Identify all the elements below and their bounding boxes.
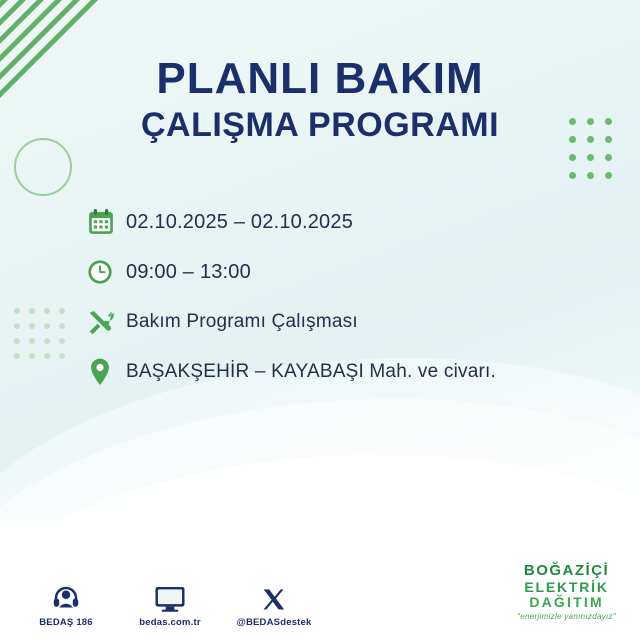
- monitor-icon: [132, 579, 208, 613]
- footer: [0, 540, 640, 640]
- headset-icon: [28, 579, 104, 613]
- location-pin-icon: [86, 357, 126, 387]
- detail-row-time: [86, 248, 600, 296]
- detail-row-date: [86, 198, 600, 246]
- title-line-2: ÇALIŞMA PROGRAMI: [140, 106, 500, 145]
- footer-label-website: bedas.com.tr: [139, 617, 201, 628]
- page-title: [0, 56, 640, 144]
- x-social-icon: [236, 579, 312, 613]
- detail-date-text: 02.10.2025 – 02.10.2025: [126, 210, 354, 233]
- footer-item-social[interactable]: [236, 579, 312, 628]
- brand-line-3: DAĞITIM: [529, 594, 604, 611]
- clock-icon: [86, 258, 126, 286]
- footer-item-call-center[interactable]: [28, 579, 104, 628]
- title-line-1: PLANLI BAKIM: [156, 54, 484, 103]
- brand-line-1: BOĞAZİÇİ: [523, 561, 610, 579]
- detail-time-text: 09:00 – 13:00: [126, 260, 251, 283]
- maintenance-details-list: [86, 198, 600, 398]
- footer-label-call-center: BEDAŞ 186: [39, 617, 93, 628]
- calendar-icon: [86, 207, 126, 237]
- circle-outline-decoration: [14, 138, 72, 196]
- detail-row-location: [86, 348, 600, 396]
- detail-location-text: BAŞAKŞEHİR – KAYABAŞI Mah. ve civarı.: [126, 361, 496, 382]
- dot-grid-left-decoration: [14, 308, 65, 359]
- tools-icon: [86, 307, 126, 337]
- detail-row-worktype: [86, 298, 600, 346]
- brand-line-2: ELEKTRİK: [524, 578, 609, 595]
- brand-slogan: "enerjimizle yanınızdayız": [517, 612, 616, 622]
- footer-item-website[interactable]: [132, 579, 208, 628]
- footer-label-social: @BEDASdestek: [236, 617, 312, 628]
- brand-logo: [517, 563, 616, 622]
- footer-contact-items: [28, 579, 312, 628]
- detail-worktype-text: Bakım Programı Çalışması: [126, 311, 358, 332]
